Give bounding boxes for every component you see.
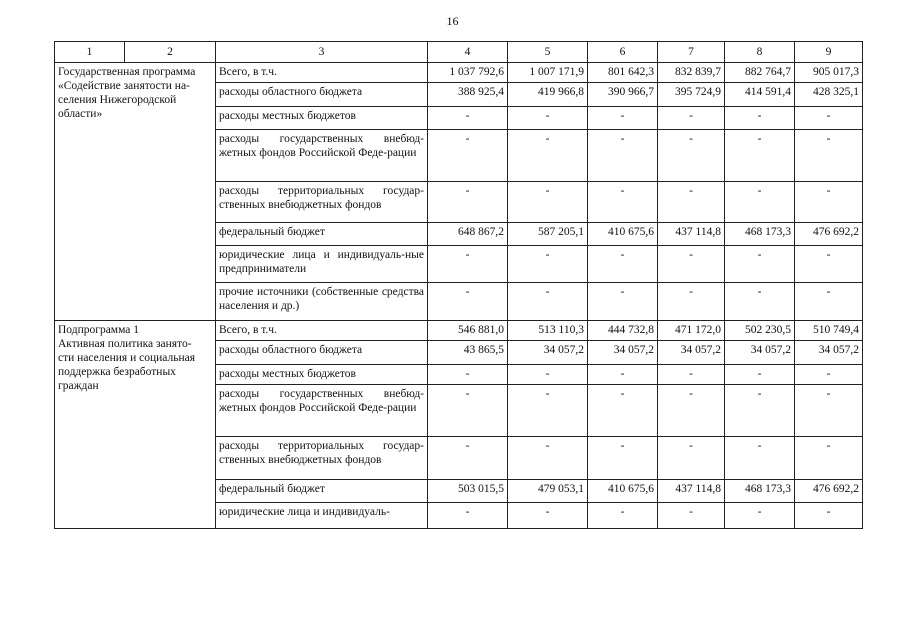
value-cell: 503 015,5 — [428, 480, 508, 503]
value-cell: - — [658, 283, 725, 321]
value-cell: - — [725, 107, 795, 130]
value-cell: - — [428, 283, 508, 321]
value-cell: - — [658, 503, 725, 529]
program-name-line: Активная политика занято- — [58, 338, 192, 350]
value-cell: - — [508, 437, 588, 480]
value-cell: 882 764,7 — [725, 63, 795, 83]
value-cell: - — [588, 246, 658, 283]
value-cell: - — [428, 246, 508, 283]
value-cell: 414 591,4 — [725, 83, 795, 107]
funding-source-cell: Всего, в т.ч. — [216, 63, 428, 83]
value-cell: - — [725, 130, 795, 182]
value-cell: 587 205,1 — [508, 223, 588, 246]
value-cell: - — [795, 130, 863, 182]
value-cell: 479 053,1 — [508, 480, 588, 503]
column-header: 9 — [795, 42, 863, 63]
program-name-line: поддержка безработных — [58, 366, 176, 378]
value-cell: 437 114,8 — [658, 223, 725, 246]
value-cell: - — [588, 437, 658, 480]
value-cell: 34 057,2 — [795, 341, 863, 365]
value-cell: - — [428, 365, 508, 385]
value-cell: 801 642,3 — [588, 63, 658, 83]
value-cell: 428 325,1 — [795, 83, 863, 107]
funding-source-cell: Всего, в т.ч. — [216, 321, 428, 341]
value-cell: 410 675,6 — [588, 480, 658, 503]
value-cell: - — [428, 437, 508, 480]
value-cell: - — [508, 130, 588, 182]
value-cell: 34 057,2 — [588, 341, 658, 365]
value-cell: 43 865,5 — [428, 341, 508, 365]
value-cell: 502 230,5 — [725, 321, 795, 341]
value-cell: - — [428, 107, 508, 130]
value-cell: 468 173,3 — [725, 480, 795, 503]
value-cell: - — [658, 365, 725, 385]
value-cell: - — [508, 365, 588, 385]
value-cell: - — [725, 283, 795, 321]
value-cell: - — [428, 385, 508, 437]
column-header: 3 — [216, 42, 428, 63]
value-cell: 419 966,8 — [508, 83, 588, 107]
value-cell: - — [795, 365, 863, 385]
funding-source-cell: федеральный бюджет — [216, 480, 428, 503]
value-cell: 388 925,4 — [428, 83, 508, 107]
value-cell: - — [588, 503, 658, 529]
value-cell: 832 839,7 — [658, 63, 725, 83]
value-cell: - — [428, 503, 508, 529]
program-name-line: сти населения и социальная — [58, 352, 196, 364]
value-cell: 905 017,3 — [795, 63, 863, 83]
column-header: 6 — [588, 42, 658, 63]
program-name-line: Подпрограмма 1 — [58, 324, 140, 336]
value-cell: - — [588, 182, 658, 223]
value-cell: - — [725, 503, 795, 529]
value-cell: - — [428, 130, 508, 182]
value-cell: 468 173,3 — [725, 223, 795, 246]
value-cell: - — [428, 182, 508, 223]
funding-source-cell: расходы областного бюджета — [216, 341, 428, 365]
value-cell: 648 867,2 — [428, 223, 508, 246]
value-cell: 476 692,2 — [795, 480, 863, 503]
value-cell: - — [658, 107, 725, 130]
value-cell: - — [508, 107, 588, 130]
value-cell: - — [725, 385, 795, 437]
value-cell: - — [795, 385, 863, 437]
table-body — [55, 63, 863, 529]
value-cell: - — [725, 182, 795, 223]
value-cell: 476 692,2 — [795, 223, 863, 246]
value-cell: 513 110,3 — [508, 321, 588, 341]
value-cell: - — [588, 130, 658, 182]
program-name-line: селения Нижегородской — [58, 94, 177, 106]
value-cell: - — [795, 246, 863, 283]
funding-source-cell: расходы местных бюджетов — [216, 107, 428, 130]
value-cell: - — [658, 246, 725, 283]
value-cell: 34 057,2 — [658, 341, 725, 365]
column-header: 7 — [658, 42, 725, 63]
value-cell: 510 749,4 — [795, 321, 863, 341]
program-name-line: «Содействие занятости на- — [58, 80, 190, 92]
value-cell: - — [725, 246, 795, 283]
funding-source-cell: расходы государственных внебюд-жетных фондов Российской Феде-рации — [216, 385, 428, 437]
value-cell: - — [795, 283, 863, 321]
funding-source-cell: расходы областного бюджета — [216, 83, 428, 107]
value-cell: - — [508, 385, 588, 437]
value-cell: 34 057,2 — [725, 341, 795, 365]
value-cell: - — [658, 437, 725, 480]
value-cell: - — [508, 246, 588, 283]
column-header: 5 — [508, 42, 588, 63]
value-cell: 444 732,8 — [588, 321, 658, 341]
funding-source-cell: расходы территориальных государ-ственных внебюджетных фондов — [216, 182, 428, 223]
value-cell: - — [795, 107, 863, 130]
value-cell: 34 057,2 — [508, 341, 588, 365]
value-cell: 395 724,9 — [658, 83, 725, 107]
value-cell: 437 114,8 — [658, 480, 725, 503]
value-cell: 546 881,0 — [428, 321, 508, 341]
value-cell: - — [508, 283, 588, 321]
value-cell: - — [795, 437, 863, 480]
value-cell: - — [588, 365, 658, 385]
page-number: 16 — [446, 14, 459, 28]
program-name-line: граждан — [58, 380, 99, 392]
value-cell: - — [658, 182, 725, 223]
value-cell: 1 007 171,9 — [508, 63, 588, 83]
value-cell: - — [795, 182, 863, 223]
value-cell: - — [588, 107, 658, 130]
value-cell: - — [508, 503, 588, 529]
program-name-line: Государственная программа — [58, 66, 196, 78]
header-row — [55, 42, 863, 63]
value-cell: 390 966,7 — [588, 83, 658, 107]
value-cell: - — [588, 283, 658, 321]
column-header: 1 — [55, 42, 125, 63]
value-cell: - — [725, 365, 795, 385]
funding-source-cell: федеральный бюджет — [216, 223, 428, 246]
column-header: 2 — [125, 42, 216, 63]
value-cell: - — [658, 385, 725, 437]
funding-source-cell: прочие источники (собственные средства населения и др.) — [216, 283, 428, 321]
program-name-line: области» — [58, 108, 103, 120]
column-header: 8 — [725, 42, 795, 63]
funding-source-cell: юридические лица и индивидуаль-ные предприниматели — [216, 246, 428, 283]
program-name-cell — [55, 63, 216, 321]
funding-source-cell: юридические лица и индивидуаль- — [216, 503, 428, 529]
value-cell: - — [795, 503, 863, 529]
table-row — [55, 63, 863, 83]
funding-source-cell: расходы государственных внебюд-жетных фондов Российской Феде-рации — [216, 130, 428, 182]
funding-source-cell: расходы территориальных государ-ственных внебюджетных фондов — [216, 437, 428, 480]
value-cell: 410 675,6 — [588, 223, 658, 246]
column-header: 4 — [428, 42, 508, 63]
value-cell: - — [508, 182, 588, 223]
value-cell: - — [588, 385, 658, 437]
table-row — [55, 321, 863, 341]
budget-table — [54, 41, 863, 529]
value-cell: - — [658, 130, 725, 182]
funding-source-cell: расходы местных бюджетов — [216, 365, 428, 385]
value-cell: 471 172,0 — [658, 321, 725, 341]
value-cell: 1 037 792,6 — [428, 63, 508, 83]
subprogram-name-cell — [55, 321, 216, 529]
value-cell: - — [725, 437, 795, 480]
